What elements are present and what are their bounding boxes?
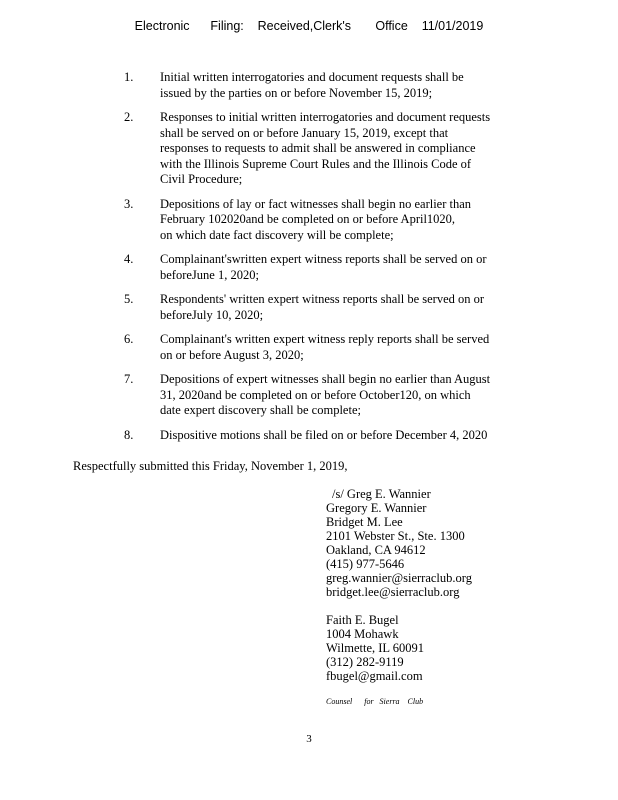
- item-line: on which date fact discovery will be complete;: [160, 227, 394, 242]
- item-line: responses to requests to admit shall be answered in compliance: [160, 141, 476, 155]
- header-date: 11/01/2019: [421, 19, 484, 33]
- item-line: beforeJune 1, 2020;: [160, 267, 259, 282]
- closing-statement: Respectfully submitted this Friday, November 1, 2019,: [73, 459, 348, 473]
- item-number: 4.: [124, 252, 134, 266]
- signature-line: 2101 Webster St., Ste. 1300: [326, 529, 465, 543]
- item-line: Depositions of lay or fact witnesses shall begin no earlier than: [160, 196, 472, 211]
- item-line: Responses to initial written interrogatories and document requests: [160, 110, 491, 124]
- signature-line: Bridget M. Lee: [326, 515, 403, 529]
- item-line: Civil Procedure;: [160, 172, 243, 186]
- item-line: Respondents' written expert witness reports shall be served on or: [160, 292, 485, 306]
- item-line: February 102020and be completed on or before April1020,: [160, 212, 456, 226]
- item-text: [160, 332, 525, 363]
- item-number: 2.: [124, 110, 134, 124]
- page-number: 3: [306, 733, 312, 745]
- item-text: [160, 197, 525, 244]
- item-line: issued by the parties on or before November 15, 2019;: [160, 85, 433, 100]
- list-item: [0, 292, 618, 323]
- item-text: [160, 428, 525, 444]
- header-word-filing: Filing:: [210, 19, 244, 33]
- list-item: [0, 197, 618, 244]
- item-line: Depositions of expert witnesses shall begin no earlier than August: [160, 372, 491, 386]
- signature-line: 1004 Mohawk: [326, 627, 399, 641]
- list-item: [0, 70, 618, 101]
- item-number: 1.: [124, 70, 134, 84]
- item-line: date expert discovery shall be complete;: [160, 403, 361, 417]
- item-line: beforeJuly 10, 2020;: [160, 307, 264, 322]
- item-line: Initial written interrogatories and document requests shall be: [160, 70, 464, 84]
- list-item: [0, 372, 618, 419]
- item-number: 5.: [124, 292, 134, 306]
- signature-line: Gregory E. Wannier: [326, 501, 427, 515]
- counsel-line: Counsel for Sierra Club: [326, 697, 424, 706]
- item-line: shall be served on or before January 15, 2019, except that: [160, 125, 449, 140]
- item-text: [160, 372, 525, 419]
- signature-line: Oakland, CA 94612: [326, 543, 426, 557]
- item-line: with the Illinois Supreme Court Rules and the Illinois Code of: [160, 156, 472, 171]
- header-word-received: Received,Clerk's: [257, 19, 352, 33]
- list-item: [0, 110, 618, 188]
- item-line: Dispositive motions shall be filed on or before December 4, 2020: [160, 427, 488, 442]
- signature-email: fbugel@gmail.com: [326, 669, 423, 683]
- electronic-signature: /s/ Greg E. Wannier: [332, 487, 431, 501]
- item-text: [160, 110, 525, 188]
- list-item: [0, 332, 618, 363]
- schedule-list: [0, 70, 618, 452]
- item-number: 3.: [124, 196, 134, 211]
- item-number: 7.: [124, 372, 134, 386]
- header-word-office: Office: [375, 19, 408, 33]
- item-text: [160, 70, 525, 101]
- signature-email: greg.wannier@sierraclub.org: [326, 571, 472, 585]
- signature-line: (415) 977-5646: [326, 557, 405, 571]
- signature-line: Faith E. Bugel: [326, 613, 399, 627]
- signature-line: (312) 282-9119: [326, 655, 404, 669]
- signature-line: Wilmette, IL 60091: [326, 641, 424, 655]
- item-text: [160, 252, 525, 283]
- item-line: Complainant's written expert witness reply reports shall be served: [160, 332, 490, 346]
- item-line: Complainant'swritten expert witness reports shall be served on or: [160, 252, 487, 266]
- item-number: 8.: [124, 427, 134, 442]
- signature-block: [326, 487, 472, 683]
- item-line: on or before August 3, 2020;: [160, 347, 304, 362]
- item-line: 31, 2020and be completed on or before October120, on which: [160, 387, 471, 402]
- item-number: 6.: [124, 332, 134, 346]
- item-text: [160, 292, 525, 323]
- page-header: [0, 19, 618, 33]
- header-word-electronic: Electronic: [134, 19, 190, 33]
- list-item: [0, 252, 618, 283]
- signature-email: bridget.lee@sierraclub.org: [326, 585, 460, 599]
- list-item: [0, 428, 618, 444]
